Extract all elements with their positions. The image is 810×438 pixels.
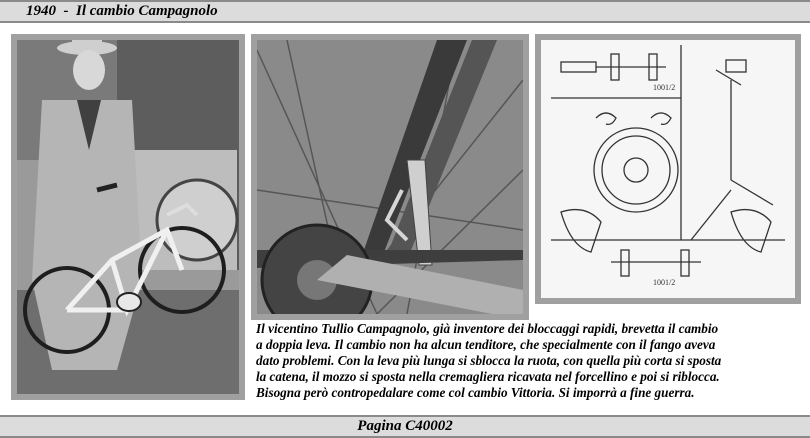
photo-derailleur-closeup-image [257, 40, 523, 314]
caption-text [256, 321, 804, 401]
photo-man-with-bicycle [11, 34, 245, 400]
header-bar [0, 0, 810, 23]
diagram-label-bottom: 1001/2 [653, 278, 676, 287]
footer-bar [0, 415, 810, 438]
page-number: Pagina C40002 [357, 418, 453, 434]
caption-line: Bisogna però contropedalare come col cambio Vittoria. Si imporrà a fine guerra. [256, 385, 695, 400]
diagram-label-top: 1001/2 [653, 83, 676, 92]
page-title: 1940 - Il cambio Campagnolo [26, 3, 218, 19]
caption-line: la catena, il mozzo si sposta nella cremagliera ricavata nel forcellino e poi si riblocca. [256, 369, 720, 384]
technical-diagram [535, 34, 801, 304]
technical-diagram-image [541, 40, 795, 298]
caption-line: a doppia leva. Il cambio non ha alcun tenditore, che specialmente con il fango aveva [256, 337, 716, 352]
photo-derailleur-closeup [251, 34, 529, 320]
photo-man-with-bicycle-image [17, 40, 239, 394]
caption-line: dato problemi. Con la leva più lunga si sblocca la ruota, con quella più corta si sposta [256, 353, 722, 368]
caption-line: Il vicentino Tullio Campagnolo, già inventore dei bloccaggi rapidi, brevetta il cambio [256, 321, 719, 336]
